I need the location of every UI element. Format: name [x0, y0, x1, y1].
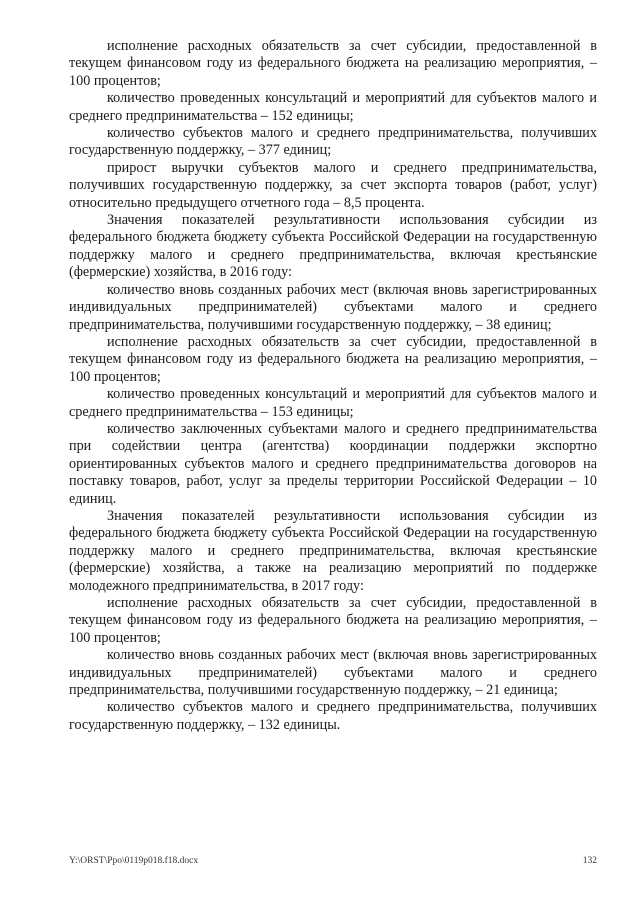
paragraph: исполнение расходных обязательств за счет субсидии, предоставленной в текущем финансовом году из федерального бюджета на реализацию мероприятия, – 100 процентов; [69, 38, 597, 89]
footer-file-path: Y:\ORST\Ppo\0119p018.f18.docx [69, 856, 199, 866]
paragraph: количество проведенных консультаций и мероприятий для субъектов малого и среднего предпринимательства – 152 единицы; [69, 90, 597, 124]
paragraph: прирост выручки субъектов малого и среднего предпринимательства, получивших государственную поддержку, за счет экспорта товаров (работ, услуг) относительно предыдущего отчетного года – 8,5 процента. [69, 159, 597, 211]
paragraph: количество субъектов малого и среднего предпринимательства, получивших государственную поддержку, – 132 единицы. [69, 699, 597, 733]
document-body [69, 38, 597, 734]
paragraph: количество заключенных субъектами малого и среднего предпринимательства при содействии центра (агентства) координации поддержки экспортно ориентированных субъектов малого и среднего предпринимательства договоров на поставку товаров, работ, услуг за пределы территории Российской Федерации – 10 единиц. [69, 420, 597, 507]
paragraph: количество субъектов малого и среднего предпринимательства, получивших государственную поддержку, – 377 единиц; [69, 125, 597, 159]
paragraph: количество вновь созданных рабочих мест (включая вновь зарегистрированных индивидуальных предпринимателей) субъектами малого и среднего предпринимательства, получившими государственную поддержку, – 21 единица; [69, 647, 597, 699]
page-number: 132 [582, 856, 597, 866]
paragraph: количество вновь созданных рабочих мест (включая вновь зарегистрированных индивидуальных предпринимателей) субъектами малого и среднего предпринимательства, получившими государственную поддержку, – 38 единиц; [69, 281, 597, 333]
section-intro-paragraph: Значения показателей результативности использования субсидии из федерального бюджета бюджету субъекта Российской Федерации на государственную поддержку малого и среднего предпринимательства, включая крестьянские (фермерские) хозяйства, в 2016 году: [69, 212, 597, 281]
paragraph: исполнение расходных обязательств за счет субсидии, предоставленной в текущем финансовом году из федерального бюджета на реализацию мероприятия, – 100 процентов; [69, 595, 597, 646]
paragraph: количество проведенных консультаций и мероприятий для субъектов малого и среднего предпринимательства – 153 единицы; [69, 386, 597, 420]
section-intro-paragraph: Значения показателей результативности использования субсидии из федерального бюджета бюджету субъекта Российской Федерации на государственную поддержку малого и среднего предпринимательства, включая крестьянские (фермерские) хозяйства, а также на реализацию мероприятий по поддержке молодежного предпринимательства, в 2017 году: [69, 507, 597, 594]
paragraph: исполнение расходных обязательств за счет субсидии, предоставленной в текущем финансовом году из федерального бюджета на реализацию мероприятия, – 100 процентов; [69, 333, 597, 385]
